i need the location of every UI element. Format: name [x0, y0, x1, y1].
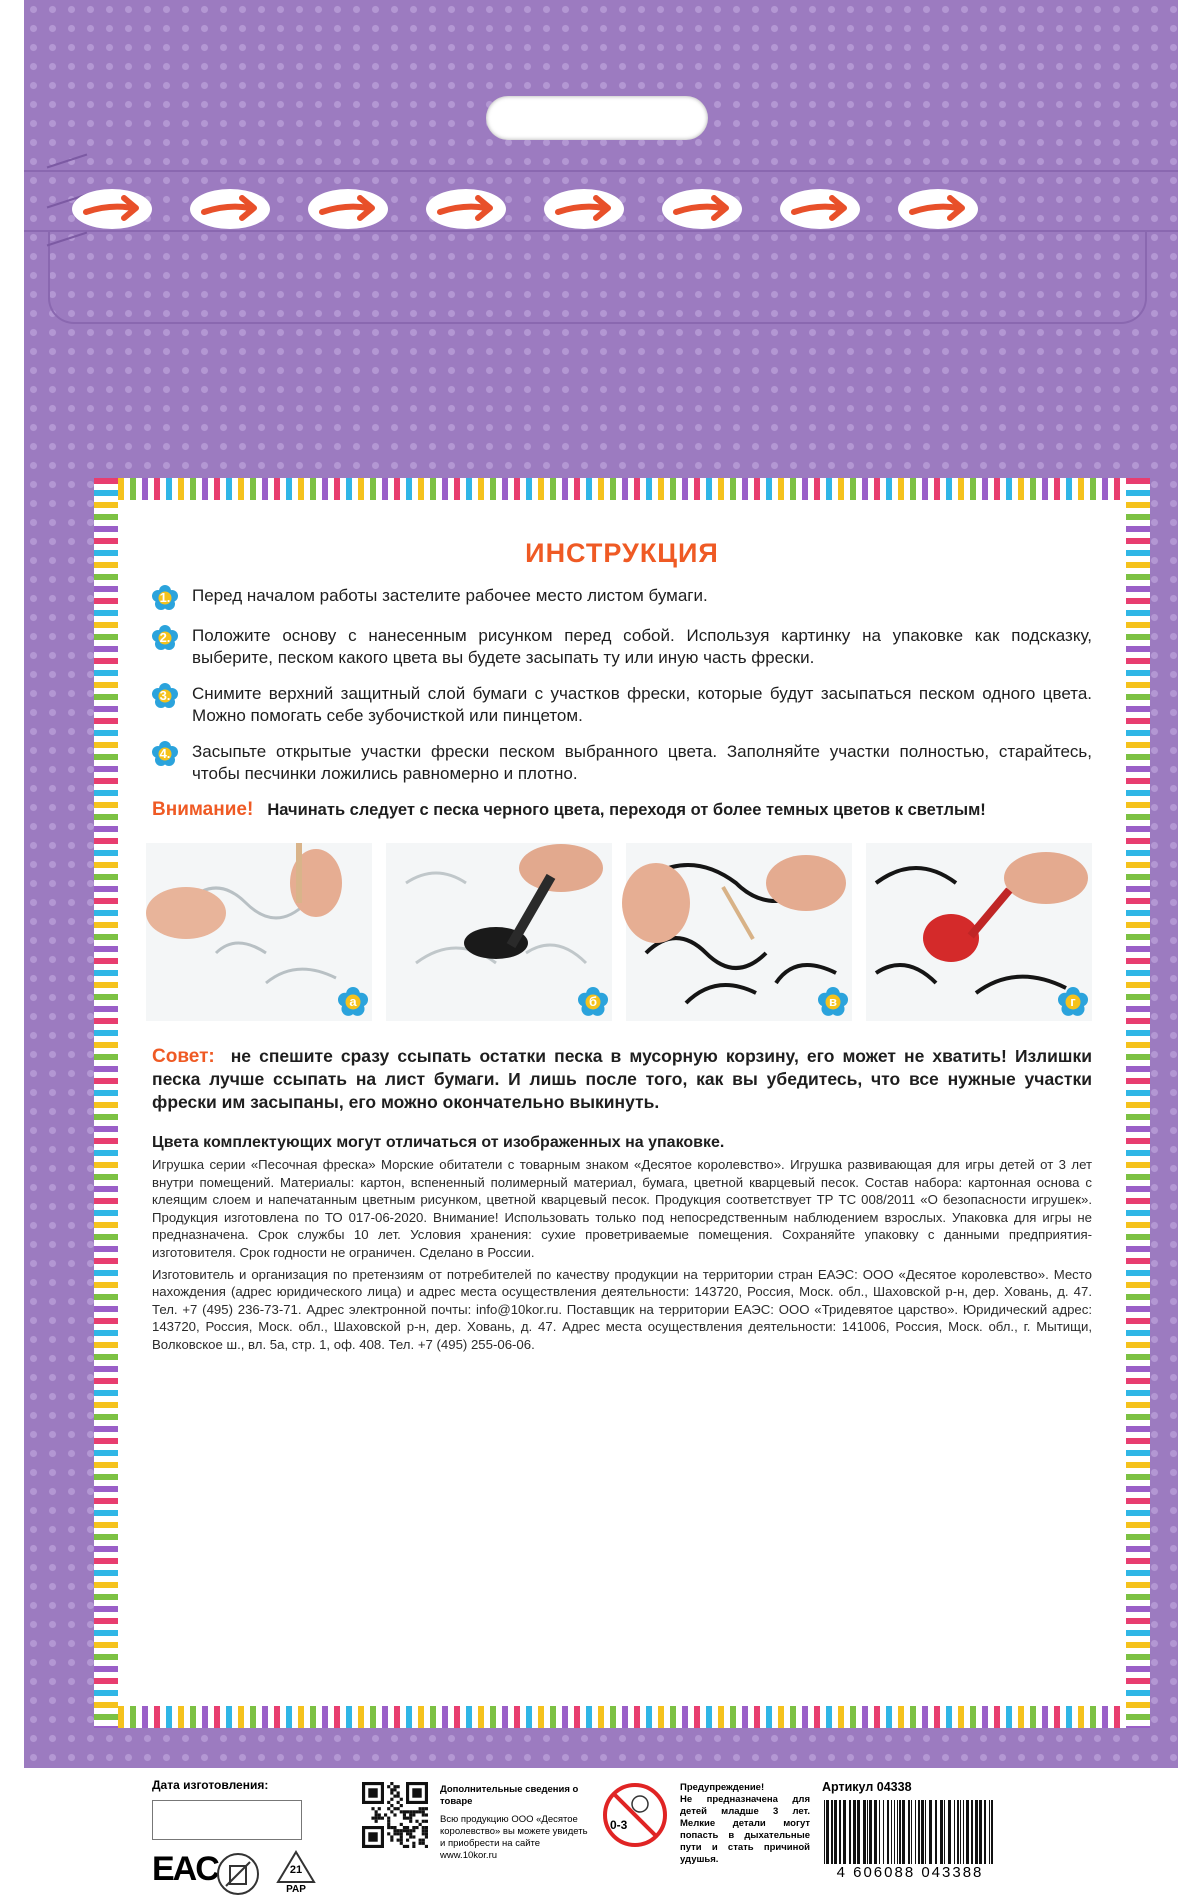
eac-mark: EAC: [152, 1850, 218, 1888]
flower-icon: [152, 741, 178, 767]
warning-text: Начинать следует с песка черного цвета, переходя от более темных цветов к светлым!: [267, 801, 986, 819]
package-background: [24, 0, 1178, 1895]
instruction-card: [94, 478, 1150, 1895]
border-stripes-bottom: [94, 1706, 1150, 1728]
step-number: 1.: [159, 590, 171, 605]
photo-step-b: [386, 843, 612, 1021]
step-number: 3.: [159, 688, 171, 703]
manufacturer-info: Изготовитель и организация по претензиям от потребителей по качеству продукции на территории стран ЕАЭС: ООО «Десятое королевство». Место нахождения (адрес юридического лица) и адрес места осуществления деятельности: 143720, Россия, Моск. обл., Шаховской р-н, дер. Ховань, д. 47. Тел. +7 (495) 236-73-71. Адрес электронной почты: info@10kor.ru. Поставщик на территории ЕАЭС: ООО «Тридевятое царство». Юридический адрес: 143720, Россия, Моск. обл., Шаховской р-н, дер. Ховань, д. 47. Адрес места осуществления деятельности: 141006, Россия, Моск. обл., г. Мытищи, Волковское ш., вл. 5а, стр. 1, оф. 408. Тел. +7 (495) 255-06-06.: [152, 1266, 1092, 1352]
instruction-content: [152, 536, 1092, 1354]
qr-code[interactable]: [362, 1782, 428, 1848]
arrow-right-icon: [542, 186, 626, 232]
step-badge: в: [818, 987, 848, 1017]
qr-title: Дополнительные сведения о товаре: [440, 1784, 579, 1807]
step-text: Перед началом работы застелите рабочее место листом бумаги.: [192, 586, 708, 605]
choking-warning: [680, 1782, 810, 1866]
arrow-right-icon: [306, 186, 390, 232]
barcode-number: 4 606088 043388: [836, 1864, 984, 1881]
arrow-right-icon: [188, 186, 272, 232]
step-badge: г: [1058, 987, 1088, 1017]
instruction-title: ИНСТРУКЦИЯ: [525, 538, 719, 568]
tear-slit: [47, 154, 88, 169]
step-text: Снимите верхний защитный слой бумаги с участков фрески, которые будут засыпаться песком одного цвета. Можно помогать себе зубочисткой или пинцетом.: [192, 684, 1092, 725]
step-number: 2.: [159, 630, 171, 645]
sku-label: Артикул 04338: [822, 1780, 912, 1794]
age-restriction-icon: [602, 1782, 668, 1848]
age-label: 0-3: [610, 1818, 628, 1832]
photo-step-c: [626, 843, 852, 1021]
footer-block: [152, 1778, 1092, 1898]
recycle-number: 21: [289, 1864, 303, 1876]
flower-icon: [152, 683, 178, 709]
step-3: [152, 683, 1092, 727]
date-box: [152, 1800, 302, 1840]
border-stripes-right: [1126, 478, 1150, 1728]
step-4: [152, 741, 1092, 785]
barcode: [820, 1800, 1000, 1864]
border-stripes-left: [94, 478, 118, 1728]
tear-line-top: [24, 170, 1178, 172]
hang-hole: [486, 96, 708, 140]
arrow-right-icon: [896, 186, 980, 232]
product-description: Игрушка серии «Песочная фреска» Морские обитатели с товарным знаком «Десятое королевство». Игрушка развивающая для игры детей от 3 лет внутри помещений. Материалы: картон, вспененный полимерный материал, бумага, цветной кварцевый песок. Состав набора: картонная основа с клеящим слоем и напечатанным цветным рисунком, цветной кварцевый песок. Продукция соответствует ТР ТС 008/2011 «О безопасности игрушек». Продукция изготовлена по ТО 017-06-2020. Внимание! Использовать только под непосредственным наблюдением взрослых. Упаковка для игры не предназначена. Срок службы 10 лет. Условия хранения: сухие проветриваемые помещения. Сохраняйте упаковку с данными предприятия-изготовителя. Срок годности не ограничен. Сделано в России.: [152, 1157, 1092, 1260]
arrow-right-icon: [70, 186, 154, 232]
step-1: [152, 585, 1092, 611]
photo-step-d: [866, 843, 1092, 1021]
arrow-right-icon: [424, 186, 508, 232]
tip-text: не спешите сразу ссыпать остатки песка в мусорную корзину, его может не хватить! Излишки песка лучше ссыпать на лист бумаги. И лишь после того, как вы убедитесь, что все нужные участки фрески им засыпаны, его можно окончательно выкинуть.: [152, 1046, 1092, 1112]
qr-text: Всю продукцию ООО «Десятое королевство» вы можете увидеть и приобрести на сайте www.10kor.ru: [440, 1814, 588, 1861]
step-text: Засыпьте открытые участки фрески песком выбранного цвета. Заполняйте участки полностью, старайтесь, чтобы песчинки ложились равномерно и плотно.: [192, 742, 1092, 783]
arrow-right-icon: [778, 186, 862, 232]
step-number: 4.: [159, 746, 171, 761]
colors-note: Цвета комплектующих могут отличаться от изображенных на упаковке.: [152, 1134, 725, 1151]
photo-step-a: [146, 843, 372, 1021]
warning-label: Внимание!: [152, 799, 254, 820]
date-label: Дата изготовления:: [152, 1778, 269, 1792]
border-stripes-top: [94, 478, 1150, 500]
flap-outline: [48, 230, 1147, 324]
step-text: Положите основу с нанесенным рисунком перед собой. Используя картинку на упаковке как подсказку, выберите, песком какого цвета вы будете засыпать ту или иную часть фрески.: [192, 626, 1092, 667]
flower-icon: [152, 625, 178, 651]
step-badge: б: [578, 987, 608, 1017]
no-trash-icon: [216, 1852, 260, 1896]
choking-warning-title: Предупреждение!: [680, 1782, 765, 1793]
qr-info: [440, 1784, 590, 1862]
step-badge: а: [338, 987, 368, 1017]
tip-label: Совет:: [152, 1046, 215, 1067]
arrow-right-icon: [660, 186, 744, 232]
recycle-code: PAP: [286, 1884, 306, 1895]
step-2: [152, 625, 1092, 669]
recycle-icon: [276, 1850, 316, 1898]
instruction-photos: [146, 843, 1092, 1021]
flower-icon: [152, 585, 178, 611]
tip-paragraph: [152, 1045, 1092, 1114]
choking-warning-text: Не предназначена для детей младше 3 лет. Мелкие детали могут попасть в дыхательные пути и стать причиной удушья.: [680, 1794, 810, 1865]
warning-line: [152, 799, 1092, 821]
